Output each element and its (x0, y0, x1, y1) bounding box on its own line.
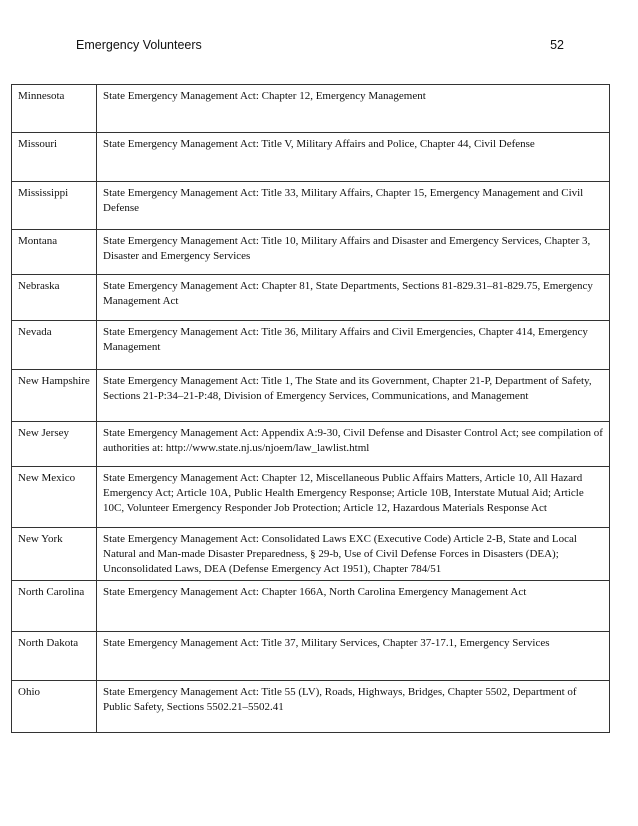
state-law-table (11, 84, 610, 733)
law-cell: State Emergency Management Act: Appendix A:9-30, Civil Defense and Disaster Control Act; see compilation of authorities at: http://www.state.nj.us/njoem/law_lawlist.html (97, 422, 610, 467)
table-row (12, 133, 610, 182)
table-row (12, 422, 610, 467)
state-cell: Missouri (12, 133, 97, 182)
state-cell: North Carolina (12, 581, 97, 632)
table-row (12, 230, 610, 275)
law-cell: State Emergency Management Act: Chapter 12, Miscellaneous Public Affairs Matters, Article 10, All Hazard Emergency Act; Article 10A, Public Health Emergency Response; Article 10B, Interstate Mutual Aid; Article 10C, Volunteer Emergency Responder Job Protection; Article 12, Hazardous Materials Response Act (97, 467, 610, 528)
state-cell: North Dakota (12, 632, 97, 681)
table-row (12, 182, 610, 230)
state-cell: New Jersey (12, 422, 97, 467)
table-row (12, 321, 610, 370)
table-row (12, 681, 610, 733)
state-cell: Nebraska (12, 275, 97, 321)
state-cell: Ohio (12, 681, 97, 733)
law-cell: State Emergency Management Act: Title V, Military Affairs and Police, Chapter 44, Civil Defense (97, 133, 610, 182)
law-cell: State Emergency Management Act: Title 10, Military Affairs and Disaster and Emergency Services, Chapter 3, Disaster and Emergency Services (97, 230, 610, 275)
state-cell: Nevada (12, 321, 97, 370)
table-row (12, 85, 610, 133)
law-cell: State Emergency Management Act: Chapter 12, Emergency Management (97, 85, 610, 133)
state-cell: Mississippi (12, 182, 97, 230)
running-title: Emergency Volunteers (76, 38, 202, 52)
state-cell: New Hampshire (12, 370, 97, 422)
page-header (76, 38, 564, 52)
page-number: 52 (550, 38, 564, 52)
table-row (12, 275, 610, 321)
law-cell: State Emergency Management Act: Title 55 (LV), Roads, Highways, Bridges, Chapter 5502, Department of Public Safety, Sections 5502.21–5502.41 (97, 681, 610, 733)
table-row (12, 632, 610, 681)
law-cell: State Emergency Management Act: Title 36, Military Affairs and Civil Emergencies, Chapter 414, Emergency Management (97, 321, 610, 370)
law-cell: State Emergency Management Act: Title 37, Military Services, Chapter 37-17.1, Emergency Services (97, 632, 610, 681)
law-cell: State Emergency Management Act: Title 1, The State and its Government, Chapter 21-P, Department of Safety, Sections 21-P:34–21-P:48, Division of Emergency Services, Communications, and Management (97, 370, 610, 422)
law-cell: State Emergency Management Act: Title 33, Military Affairs, Chapter 15, Emergency Management and Civil Defense (97, 182, 610, 230)
state-cell: Montana (12, 230, 97, 275)
table-row (12, 370, 610, 422)
state-cell: Minnesota (12, 85, 97, 133)
state-cell: New Mexico (12, 467, 97, 528)
law-cell: State Emergency Management Act: Chapter 166A, North Carolina Emergency Management Act (97, 581, 610, 632)
table-row (12, 467, 610, 528)
law-cell: State Emergency Management Act: Consolidated Laws EXC (Executive Code) Article 2-B, State and Local Natural and Man-made Disaster Preparedness, § 29-b, Use of Civil Defense Forces in Disasters (DEA); Unconsolidated Laws, DEA (Defense Emergency Act 1951), Chapter 784/51 (97, 528, 610, 581)
table-row (12, 528, 610, 581)
law-cell: State Emergency Management Act: Chapter 81, State Departments, Sections 81-829.31–81-829.75, Emergency Management Act (97, 275, 610, 321)
table-row (12, 581, 610, 632)
state-cell: New York (12, 528, 97, 581)
